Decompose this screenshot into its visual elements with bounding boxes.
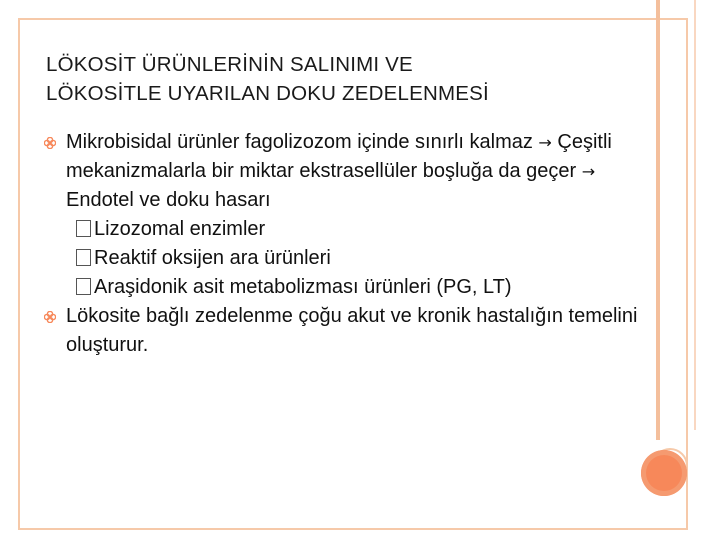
empty-box-icon (76, 278, 91, 295)
sub-list-item (44, 244, 644, 273)
bullet-1-text-part-2: Çeşitli mekanizmalarla bir miktar ekstrasellüler boşluğa da geçer (66, 131, 612, 182)
title-line-1: LÖKOSİT ÜRÜNLERİNİN SALINIMI VE (46, 53, 413, 76)
decorative-orange-circle (641, 450, 687, 496)
sub-item-label: Araşidonik asit metabolizması ürünleri (PG, LT) (94, 276, 512, 298)
bullet-1-text-part-3: Endotel ve doku hasarı (66, 189, 271, 211)
empty-box-icon (76, 249, 91, 266)
right-arrow-icon: → (581, 162, 596, 181)
slide-title (46, 50, 636, 108)
decorative-vertical-line (694, 0, 696, 430)
sub-item-label: Lizozomal enzimler (94, 218, 266, 240)
empty-box-icon (76, 220, 91, 237)
slide-body (44, 128, 644, 360)
bullet-2-text: Lökosite bağlı zedelenme çoğu akut ve kronik hastalığın temelini oluşturur. (66, 305, 638, 356)
sub-list-item (44, 215, 644, 244)
bullet-item (44, 302, 644, 360)
title-line-2: LÖKOSİTLE UYARILAN DOKU ZEDELENMESİ (46, 82, 489, 105)
sub-list-item (44, 273, 644, 302)
right-arrow-icon: → (538, 133, 552, 152)
bullet-1-text-part-1: Mikrobisidal ürünler fagolizozom içinde sınırlı kalmaz (66, 131, 533, 153)
four-petal-flower-icon (44, 137, 56, 149)
four-petal-flower-icon (44, 311, 56, 323)
decorative-vertical-bar (656, 0, 660, 440)
sub-item-label: Reaktif oksijen ara ürünleri (94, 247, 331, 269)
bullet-item (44, 128, 644, 215)
